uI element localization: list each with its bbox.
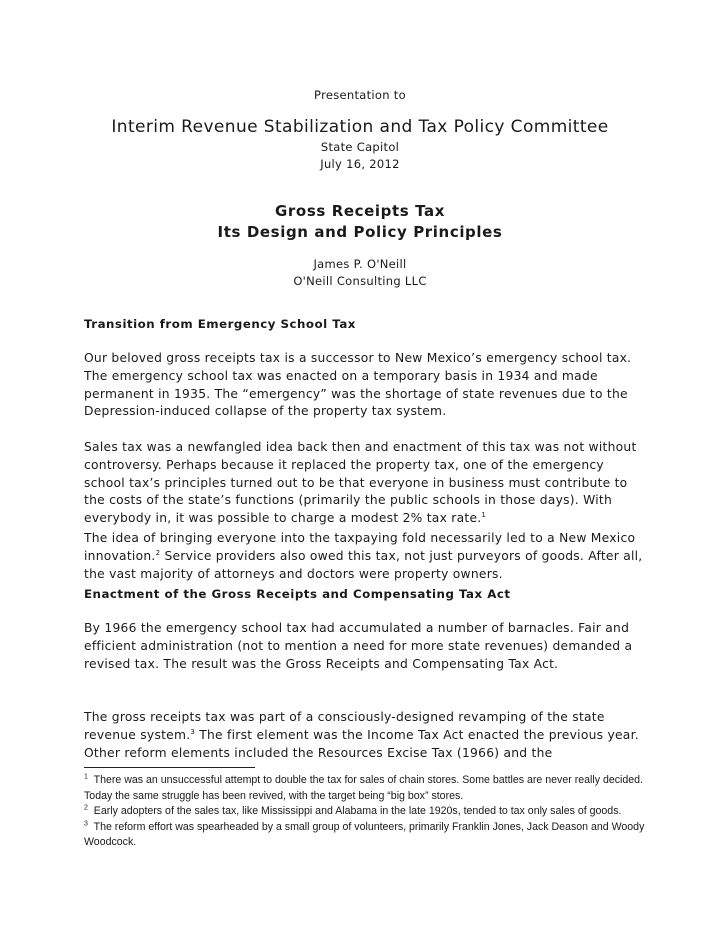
footnote-ref: 1 [481,511,487,520]
footnote-ref: 3 [190,727,196,736]
title-line-1: Gross Receipts Tax [275,202,445,220]
footnote-divider [84,767,255,768]
paragraph [84,530,644,583]
header-details [0,139,720,173]
date: July 16, 2012 [320,157,400,171]
paragraph-text: Service providers also owed this tax, not just purveyors of goods. After all, the vast majority of attorneys and doctors were property owners. [84,548,643,581]
author-org: O'Neill Consulting LLC [293,274,427,288]
footnote-number: 1 [84,773,88,781]
committee-name: Interim Revenue Stabilization and Tax Policy Committee [111,117,609,137]
title-line-2: Its Design and Policy Principles [217,223,503,241]
location: State Capitol [320,140,400,154]
footnote-number: 3 [84,819,88,827]
paragraph [84,709,644,762]
paragraph-text: By 1966 the emergency school tax had accumulated a number of barnacles. Fair and efficient administration (not to mention a need for more state revenues) demanded a revised tax. The result was the Gross Receipts and Compensating Tax Act. [84,621,633,671]
footnote-text: There was an unsuccessful attempt to double the tax for sales of chain stores. Some battles are never really decided. Today the same struggle has been revived, with the target being “big box” stores. [84,774,644,802]
author-name: James P. O'Neill [313,257,407,271]
paragraph [84,620,644,673]
paragraph-text: The idea of bringing everyone into the taxpaying fold necessarily led to a New Mexico innovation. [84,531,636,563]
footnote-3 [84,820,649,851]
paragraph [84,439,644,528]
section-1 [84,316,644,334]
section-2 [84,586,644,604]
paragraph [84,350,644,421]
author-block [0,256,720,290]
footnote-text: Early adopters of the sales tax, like Mississippi and Alabama in the late 1920s, tended to tax only sales of goods. [93,805,622,817]
footnotes [84,773,649,851]
paragraph-text: Sales tax was a newfangled idea back then and enactment of this tax was not without controversy. Perhaps because it replaced the property tax, one of the emergency school tax’s principles turned out to be that everyone in business must contribute to the costs of the state’s functions (primarily the public schools in those days). With everybody in, it was possible to charge a modest 2% tax rate. [84,440,637,526]
document-title [0,201,720,243]
footnote-1 [84,773,649,804]
footnote-ref: 2 [155,548,161,557]
footnote-text: The reform effort was spearheaded by a small group of volunteers, primarily Franklin Jones, Jack Deason and Woody Woodcock. [84,820,645,848]
footnote-number: 2 [84,804,88,812]
paragraph-text: The first element was the Income Tax Act enacted the previous year. Other reform elements included the Resources Excise Tax (1966) and the [84,727,639,760]
section-heading: Transition from Emergency School Tax [84,317,356,331]
paragraph-text: The gross receipts tax was part of a consciously-designed revamping of the state revenue system. [84,710,605,742]
presentation-to-line: Presentation to [314,88,406,102]
footnote-2 [84,804,649,820]
section-heading: Enactment of the Gross Receipts and Compensating Tax Act [84,587,511,601]
paragraph-text: Our beloved gross receipts tax is a successor to New Mexico’s emergency school tax. The emergency school tax was enacted on a temporary basis in 1934 and made permanent in 1935. The “emergency” was the shortage of state revenues due to the Depression-induced collapse of the property tax system. [84,351,632,419]
